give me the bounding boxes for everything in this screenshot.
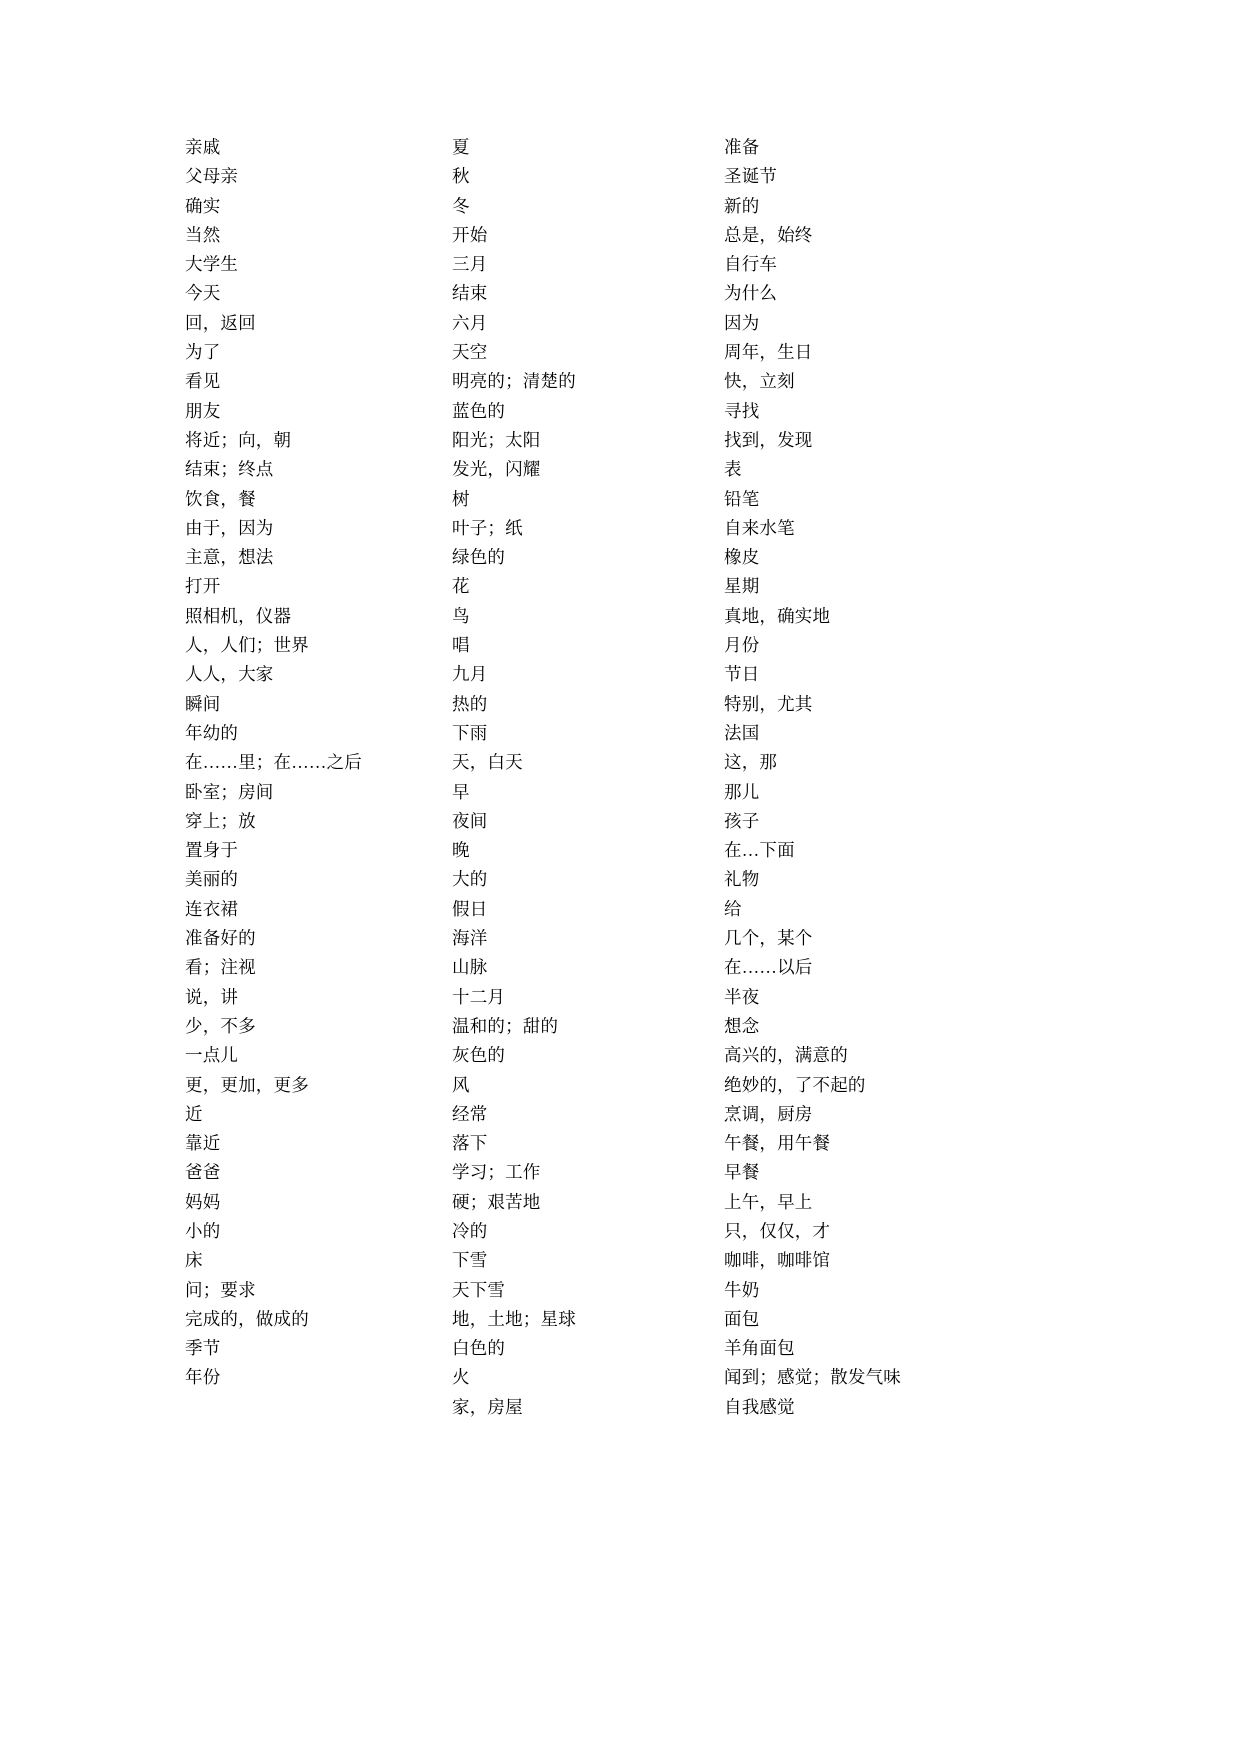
vocabulary-entry: 天，白天 (452, 752, 523, 773)
vocabulary-entry: 说，讲 (185, 986, 239, 1007)
vocabulary-entry: 风 (452, 1074, 470, 1095)
vocabulary-entry: 唱 (452, 635, 470, 656)
vocabulary-entry: 一点儿 (185, 1045, 239, 1066)
vocabulary-entry: 开始 (452, 224, 488, 245)
vocabulary-entry: 牛奶 (724, 1279, 760, 1300)
vocabulary-entry: 树 (452, 488, 470, 509)
vocabulary-entry: 下雪 (452, 1250, 488, 1271)
vocabulary-entry: 三月 (452, 254, 488, 275)
vocabulary-column-1 (185, 133, 452, 1393)
vocabulary-entry: 亲戚 (185, 137, 221, 157)
vocabulary-entry: 饮食，餐 (185, 488, 256, 509)
vocabulary-entry: 总是，始终 (724, 224, 813, 245)
vocabulary-entry: 靠近 (185, 1133, 221, 1154)
vocabulary-entry: 季节 (185, 1338, 221, 1359)
vocabulary-entry: 置身于 (185, 840, 239, 861)
vocabulary-entry: 爸爸 (185, 1162, 221, 1183)
vocabulary-entry: 面包 (724, 1308, 760, 1329)
vocabulary-entry: 海洋 (452, 928, 488, 949)
vocabulary-entry: 家，房屋 (452, 1396, 523, 1417)
vocabulary-entry: 铅笔 (724, 488, 760, 509)
vocabulary-entry: 打开 (185, 576, 221, 597)
vocabulary-entry: 早餐 (724, 1162, 760, 1183)
vocabulary-entry: 圣诞节 (724, 166, 778, 187)
vocabulary-column-2 (452, 133, 724, 1422)
vocabulary-entry: 准备好的 (185, 928, 256, 949)
vocabulary-entry: 午餐，用午餐 (724, 1133, 831, 1154)
vocabulary-entry: 大的 (452, 869, 488, 890)
vocabulary-entry: 连衣裙 (185, 898, 239, 919)
vocabulary-entry: 完成的，做成的 (185, 1308, 309, 1329)
vocabulary-entry: 妈妈 (185, 1191, 221, 1212)
vocabulary-entry: 烹调，厨房 (724, 1103, 813, 1124)
vocabulary-entry: 明亮的；清楚的 (452, 371, 576, 392)
vocabulary-entry: 年份 (185, 1367, 221, 1388)
vocabulary-entry: 橡皮 (724, 547, 760, 568)
vocabulary-entry: 特别，尤其 (724, 693, 813, 714)
vocabulary-entry: 夏 (452, 137, 470, 157)
vocabulary-entry: 自行车 (724, 254, 778, 275)
vocabulary-entry: 找到，发现 (724, 429, 813, 450)
vocabulary-entry: 秋 (452, 166, 470, 187)
vocabulary-entry: 高兴的，满意的 (724, 1045, 848, 1066)
vocabulary-entry: 近 (185, 1103, 203, 1124)
vocabulary-entry: 为什么 (724, 283, 778, 304)
vocabulary-entry: 寻找 (724, 400, 760, 421)
vocabulary-entry: 温和的；甜的 (452, 1015, 559, 1036)
vocabulary-entry: 看；注视 (185, 957, 256, 978)
vocabulary-entry: 绿色的 (452, 547, 506, 568)
vocabulary-entry: 咖啡，咖啡馆 (724, 1250, 831, 1271)
vocabulary-entry: 由于，因为 (185, 517, 274, 538)
vocabulary-entry: 早 (452, 781, 470, 802)
vocabulary-entry: 热的 (452, 693, 488, 714)
vocabulary-entry: 准备 (724, 137, 760, 157)
vocabulary-entry: 人人，大家 (185, 664, 274, 685)
vocabulary-entry: 火 (452, 1367, 470, 1388)
vocabulary-entry: 冷的 (452, 1220, 488, 1241)
vocabulary-entry: 为了 (185, 342, 221, 363)
vocabulary-entry: 问；要求 (185, 1279, 256, 1300)
vocabulary-entry: 今天 (185, 283, 221, 304)
vocabulary-entry: 新的 (724, 195, 760, 216)
vocabulary-entry: 假日 (452, 898, 488, 919)
vocabulary-entry: 节日 (724, 664, 760, 685)
vocabulary-entry: 冬 (452, 195, 470, 216)
vocabulary-entry: 天空 (452, 342, 488, 363)
vocabulary-entry: 年幼的 (185, 722, 239, 743)
vocabulary-entry: 将近；向，朝 (185, 429, 292, 450)
vocabulary-entry: 月份 (724, 635, 760, 656)
vocabulary-entry: 阳光；太阳 (452, 429, 541, 450)
vocabulary-entry: 发光，闪耀 (452, 459, 541, 480)
vocabulary-entry: 人，人们；世界 (185, 635, 309, 656)
vocabulary-entry: 学习；工作 (452, 1162, 541, 1183)
vocabulary-entry: 快，立刻 (724, 371, 795, 392)
vocabulary-column-3 (724, 133, 1024, 1422)
vocabulary-entry: 当然 (185, 224, 221, 245)
vocabulary-columns (185, 133, 1085, 1422)
vocabulary-entry: 几个，某个 (724, 928, 813, 949)
vocabulary-entry: 在……以后 (724, 957, 813, 978)
vocabulary-entry: 白色的 (452, 1338, 506, 1359)
vocabulary-entry: 落下 (452, 1133, 488, 1154)
vocabulary-entry: 星期 (724, 576, 760, 597)
vocabulary-entry: 天下雪 (452, 1279, 506, 1300)
vocabulary-entry: 结束；终点 (185, 459, 274, 480)
vocabulary-entry: 主意，想法 (185, 547, 274, 568)
vocabulary-entry: 晚 (452, 840, 470, 861)
vocabulary-entry: 这，那 (724, 752, 778, 773)
vocabulary-entry: 大学生 (185, 254, 239, 275)
vocabulary-entry: 夜间 (452, 810, 488, 831)
vocabulary-entry: 瞬间 (185, 693, 221, 714)
vocabulary-entry: 六月 (452, 312, 488, 333)
vocabulary-entry: 只，仅仅，才 (724, 1220, 831, 1241)
vocabulary-entry: 周年，生日 (724, 342, 813, 363)
vocabulary-entry: 闻到；感觉；散发气味 (724, 1367, 901, 1388)
vocabulary-entry: 看见 (185, 371, 221, 392)
vocabulary-entry: 下雨 (452, 722, 488, 743)
vocabulary-entry: 穿上；放 (185, 810, 256, 831)
vocabulary-entry: 蓝色的 (452, 400, 506, 421)
vocabulary-entry: 上午，早上 (724, 1191, 813, 1212)
vocabulary-entry: 花 (452, 576, 470, 597)
vocabulary-entry: 九月 (452, 664, 488, 685)
vocabulary-entry: 地，土地；星球 (452, 1308, 576, 1329)
vocabulary-entry: 经常 (452, 1103, 488, 1124)
vocabulary-entry: 想念 (724, 1015, 760, 1036)
vocabulary-entry: 表 (724, 459, 742, 480)
vocabulary-entry: 回，返回 (185, 312, 256, 333)
vocabulary-entry: 更，更加，更多 (185, 1074, 309, 1095)
vocabulary-entry: 自我感觉 (724, 1396, 795, 1417)
vocabulary-entry: 硬；艰苦地 (452, 1191, 541, 1212)
vocabulary-entry: 美丽的 (185, 869, 239, 890)
vocabulary-entry: 朋友 (185, 400, 221, 421)
vocabulary-entry: 法国 (724, 722, 760, 743)
vocabulary-entry: 真地，确实地 (724, 605, 831, 626)
vocabulary-entry: 卧室；房间 (185, 781, 274, 802)
vocabulary-entry: 结束 (452, 283, 488, 304)
vocabulary-entry: 叶子；纸 (452, 517, 523, 538)
vocabulary-entry: 半夜 (724, 986, 760, 1007)
vocabulary-entry: 山脉 (452, 957, 488, 978)
vocabulary-entry: 在……里；在……之后 (185, 752, 362, 773)
vocabulary-entry: 灰色的 (452, 1045, 506, 1066)
vocabulary-entry: 少，不多 (185, 1015, 256, 1036)
vocabulary-entry: 给 (724, 898, 742, 919)
vocabulary-entry: 床 (185, 1250, 203, 1271)
vocabulary-entry: 照相机，仪器 (185, 605, 292, 626)
vocabulary-entry: 那儿 (724, 781, 760, 802)
vocabulary-entry: 绝妙的，了不起的 (724, 1074, 866, 1095)
vocabulary-entry: 羊角面包 (724, 1338, 795, 1359)
vocabulary-entry: 因为 (724, 312, 760, 333)
vocabulary-entry: 十二月 (452, 986, 506, 1007)
vocabulary-entry: 父母亲 (185, 166, 239, 187)
vocabulary-entry: 在…下面 (724, 840, 795, 861)
vocabulary-entry: 鸟 (452, 605, 470, 626)
vocabulary-entry: 小的 (185, 1220, 221, 1241)
vocabulary-entry: 确实 (185, 195, 221, 216)
vocabulary-entry: 自来水笔 (724, 517, 795, 538)
vocabulary-entry: 孩子 (724, 810, 760, 831)
vocabulary-entry: 礼物 (724, 869, 760, 890)
